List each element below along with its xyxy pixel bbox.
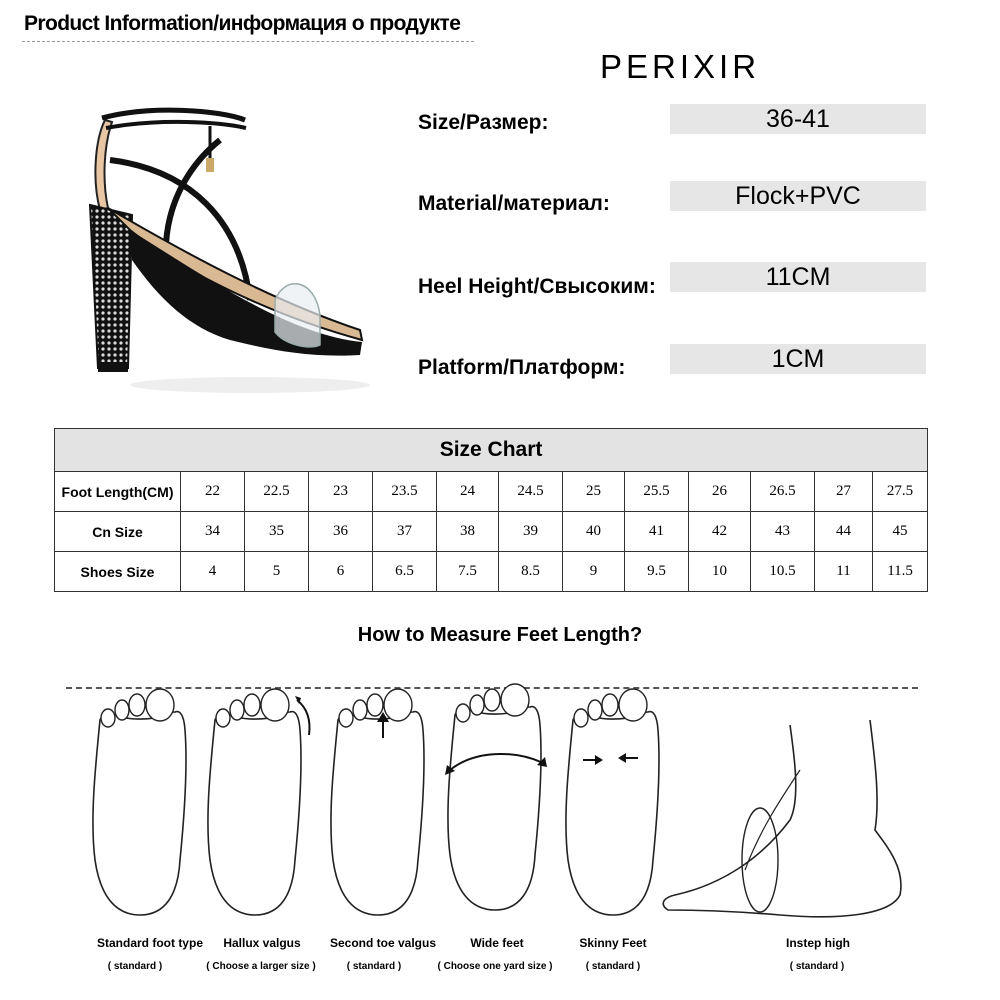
table-cell: 10.5: [751, 552, 815, 592]
foot-note-instep-high: ( standard ): [789, 961, 845, 972]
spec-size-label: Size/Размер:: [418, 111, 549, 134]
table-cell: 11: [815, 552, 873, 592]
table-cell: 34: [181, 512, 245, 552]
table-cell: 44: [815, 512, 873, 552]
foot-skinny-icon: [566, 689, 659, 915]
table-cell: 39: [499, 512, 563, 552]
table-row-shoes-size: [55, 552, 928, 592]
table-cell: 37: [373, 512, 437, 552]
size-chart-table: [54, 428, 928, 592]
table-cell: 43: [751, 512, 815, 552]
foot-standard-icon: [93, 689, 186, 915]
table-cell: 4: [181, 552, 245, 592]
sandal-product-image: [70, 100, 370, 400]
table-cell: 24.5: [499, 472, 563, 512]
table-cell: 26.5: [751, 472, 815, 512]
table-cell: 36: [309, 512, 373, 552]
table-cell: 27: [815, 472, 873, 512]
table-cell: 25: [563, 472, 625, 512]
size-chart-title: Size Chart: [55, 429, 928, 472]
table-cell: 35: [245, 512, 309, 552]
spec-heel-height-value: 11CM: [670, 262, 926, 292]
table-row-foot-length: [55, 472, 928, 512]
table-cell: 7.5: [437, 552, 499, 592]
table-cell: 8.5: [499, 552, 563, 592]
table-cell: 6: [309, 552, 373, 592]
table-row-cn-size: [55, 512, 928, 552]
table-cell: 24: [437, 472, 499, 512]
table-cell: 45: [873, 512, 928, 552]
foot-note-standard: ( standard ): [107, 961, 163, 972]
table-cell: 23.5: [373, 472, 437, 512]
row-label: Shoes Size: [55, 552, 181, 592]
foot-label-skinny-feet: Skinny Feet: [579, 936, 647, 950]
table-cell: 6.5: [373, 552, 437, 592]
header-divider: [22, 41, 474, 42]
spec-material-value: Flock+PVC: [670, 181, 926, 211]
foot-note-wide-feet: ( Choose one yard size ): [437, 961, 553, 972]
foot-label-second-toe-valgus: Second toe valgus: [329, 936, 437, 950]
table-cell: 11.5: [873, 552, 928, 592]
foot-note-hallux-valgus: ( Choose a larger size ): [206, 961, 316, 972]
foot-note-second-toe-valgus: ( standard ): [346, 961, 402, 972]
brand-name: PERIXIR: [600, 48, 761, 85]
table-cell: 22.5: [245, 472, 309, 512]
table-cell: 40: [563, 512, 625, 552]
spec-heel-height-label: Heel Height/Свысоким:: [418, 275, 656, 298]
table-cell: 41: [625, 512, 689, 552]
foot-label-instep-high: Instep high: [786, 936, 850, 950]
spec-platform-value: 1CM: [670, 344, 926, 374]
feet-illustrations: [0, 680, 1000, 930]
foot-hallux-valgus-icon: [208, 689, 310, 915]
row-label: Foot Length(CM): [55, 472, 181, 512]
table-cell: 42: [689, 512, 751, 552]
foot-label-hallux-valgus: Hallux valgus: [223, 936, 301, 950]
foot-second-toe-valgus-icon: [331, 689, 424, 915]
row-label: Cn Size: [55, 512, 181, 552]
table-cell: 9.5: [625, 552, 689, 592]
spec-material-label: Material/материал:: [418, 192, 610, 215]
spec-size-value: 36-41: [670, 104, 926, 134]
table-cell: 5: [245, 552, 309, 592]
foot-instep-high-icon: [663, 720, 901, 917]
measure-title: How to Measure Feet Length?: [357, 624, 643, 646]
foot-label-standard: Standard foot type: [96, 936, 203, 950]
foot-label-wide-feet: Wide feet: [470, 936, 524, 950]
table-cell: 22: [181, 472, 245, 512]
foot-note-skinny-feet: ( standard ): [585, 961, 641, 972]
table-cell: 25.5: [625, 472, 689, 512]
spec-platform-label: Platform/Платформ:: [418, 356, 626, 379]
table-cell: 38: [437, 512, 499, 552]
table-cell: 23: [309, 472, 373, 512]
table-cell: 27.5: [873, 472, 928, 512]
foot-wide-icon: [445, 684, 547, 910]
header-title: Product Information/информация о продукте: [24, 12, 461, 35]
table-cell: 10: [689, 552, 751, 592]
table-cell: 9: [563, 552, 625, 592]
table-cell: 26: [689, 472, 751, 512]
